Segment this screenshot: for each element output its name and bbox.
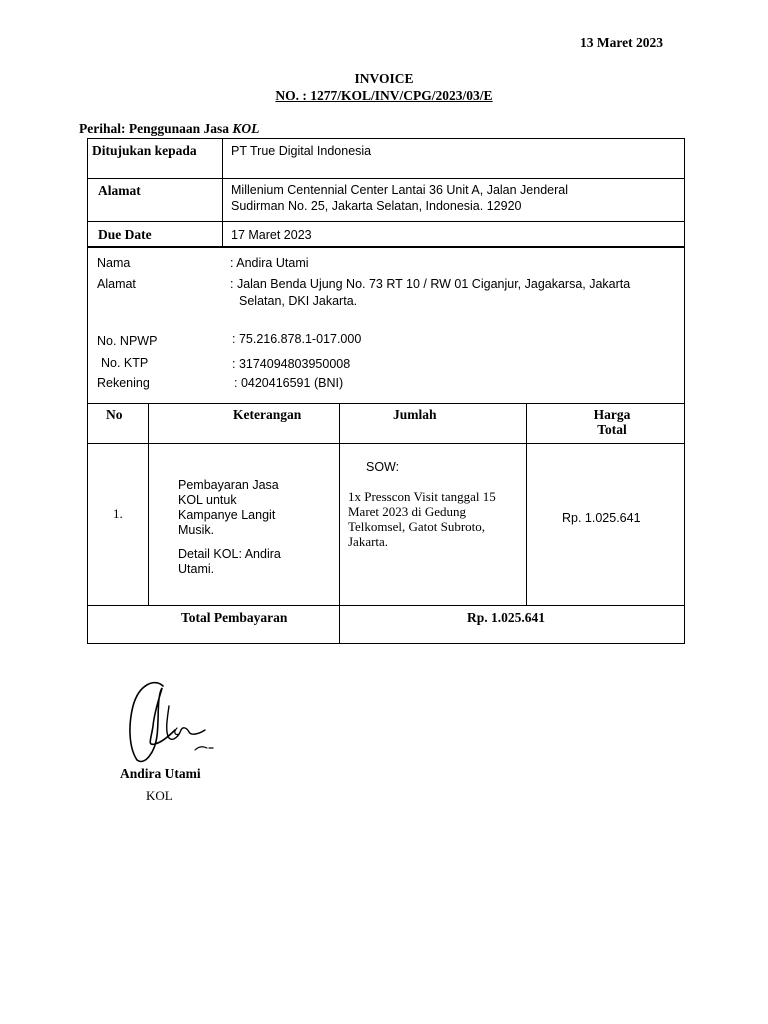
address-label: Alamat	[98, 183, 141, 198]
description-line: Pembayaran Jasa	[178, 478, 279, 492]
quantity-line: Telkomsel, Gatot Subroto,	[348, 519, 486, 534]
ktp-label: No. KTP	[101, 356, 149, 370]
subject-emphasis: KOL	[232, 121, 260, 136]
payee-address-line-1: : Jalan Benda Ujung No. 73 RT 10 / RW 01 Ciganjur, Jagakarsa, Jakarta	[230, 277, 631, 291]
npwp-value: : 75.216.878.1-017.000	[232, 332, 362, 346]
signatory-role: KOL	[146, 788, 173, 803]
subject-line	[79, 121, 259, 137]
invoice-date: 13 Maret 2023	[580, 35, 663, 50]
description-line: Kampanye Langit	[178, 508, 276, 522]
row-number: 1.	[113, 506, 123, 521]
description-line: Musik.	[178, 523, 215, 537]
description-line: KOL untuk	[178, 493, 237, 507]
signature-image	[115, 676, 225, 766]
bank-account-value: : 0420416591 (BNI)	[234, 376, 344, 390]
ktp-value: : 3174094803950008	[232, 357, 351, 371]
col-header-price-line-1: Harga	[593, 407, 631, 422]
total-value: Rp. 1.025.641	[467, 610, 546, 625]
due-date-value: 17 Maret 2023	[231, 228, 312, 242]
sow-label: SOW:	[366, 460, 400, 474]
col-header-quantity: Jumlah	[393, 407, 437, 422]
invoice-title: INVOICE	[354, 71, 414, 86]
quantity-line: 1x Presscon Visit tanggal 15	[348, 489, 496, 504]
payee-name-value: : Andira Utami	[230, 256, 309, 270]
payee-name-label: Nama	[97, 256, 131, 270]
to-label: Ditujukan kepada	[92, 143, 197, 158]
row-price: Rp. 1.025.641	[562, 511, 641, 525]
col-header-price-line-2: Total	[597, 422, 627, 437]
quantity-line: Jakarta.	[348, 534, 389, 549]
signatory-name: Andira Utami	[120, 766, 201, 781]
detail-line: Utami.	[178, 562, 215, 576]
npwp-label: No. NPWP	[97, 334, 158, 348]
subject-label: Perihal: Penggunaan Jasa	[79, 121, 233, 136]
address-line-1: Millenium Centennial Center Lantai 36 Unit A, Jalan Jenderal	[231, 183, 568, 197]
payee-address-line-2: Selatan, DKI Jakarta.	[239, 294, 358, 308]
col-header-no: No	[106, 407, 123, 422]
col-header-description: Keterangan	[233, 407, 302, 422]
to-value: PT True Digital Indonesia	[231, 144, 372, 158]
due-date-label: Due Date	[98, 227, 152, 242]
payee-address-label: Alamat	[97, 277, 136, 291]
bank-account-label: Rekening	[97, 376, 150, 390]
invoice-number: NO. : 1277/KOL/INV/CPG/2023/03/E	[275, 88, 493, 103]
quantity-line: Maret 2023 di Gedung	[348, 504, 467, 519]
total-label: Total Pembayaran	[181, 610, 288, 625]
detail-line: Detail KOL: Andira	[178, 547, 281, 561]
address-line-2: Sudirman No. 25, Jakarta Selatan, Indonesia. 12920	[231, 199, 522, 213]
